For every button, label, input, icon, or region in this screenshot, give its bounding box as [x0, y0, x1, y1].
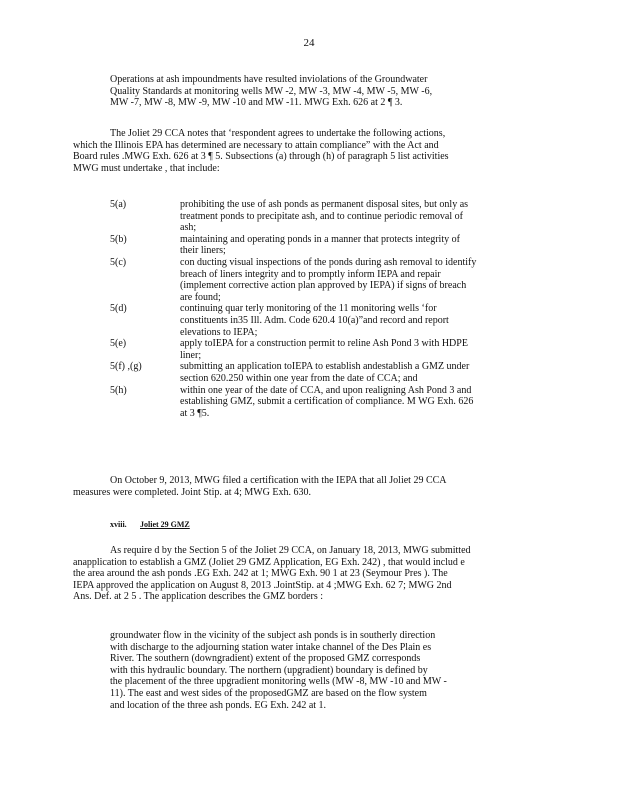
section-title: Joliet 29 GMZ	[140, 520, 190, 529]
list-item	[110, 234, 530, 257]
text-line: apply toIEPA for a construction permit to reline Ash Pond 3 with HDPE	[180, 338, 468, 350]
activities-list	[110, 199, 530, 419]
text-line: River. The southern (downgradient) extent of the proposed GMZ corresponds	[110, 653, 421, 665]
text-line: submitting an application toIEPA to establish andestablish a GMZ under	[180, 361, 470, 373]
text-line: within one year of the date of CCA, and upon realigning Ash Pond 3 and	[180, 384, 472, 396]
list-item-label: 5(a)	[110, 199, 127, 210]
text-line: the placement of the three upgradient monitoring wells (MW -8, MW -10 and MW -	[110, 676, 447, 688]
text-line: maintaining and operating ponds in a manner that protects integrity of	[180, 233, 460, 245]
list-item-label: 5(c)	[110, 256, 127, 268]
list-item-label: 5(d)	[110, 303, 127, 315]
text-line: with discharge to the adjourning station water intake channel of the Des Plain es	[110, 641, 432, 653]
text-line: MWG must undertake , that include:	[73, 162, 220, 174]
text-line: Ans. Def. at 2 5 . The application describes the GMZ borders :	[73, 591, 324, 603]
list-item-label: 5(b)	[110, 233, 127, 245]
text-line: with this hydraulic boundary. The northern (upgradient) boundary is defined by	[110, 664, 428, 676]
text-line: measures were completed. Joint Stip. at 4; MWG Exh. 630.	[73, 486, 312, 498]
section-heading	[110, 520, 190, 529]
list-item-label: 5(e)	[110, 338, 127, 350]
text-line: prohibiting the use of ash ponds as permanent disposal sites, but only as	[180, 199, 469, 210]
text-line: ash;	[180, 222, 197, 234]
list-item	[110, 361, 530, 384]
page-number: 24	[303, 37, 315, 49]
text-line: treatment ponds to precipitate ash, and to continue periodic removal of	[180, 210, 463, 222]
text-line: elevations to IEPA;	[180, 326, 258, 338]
text-line: the area around the ash ponds .EG Exh. 242 at 1; MWG Exh. 90 1 at 23 (Seymour Pres ). The	[73, 568, 448, 580]
paragraph-joliet-cca	[73, 128, 510, 174]
paragraph-operations	[110, 74, 510, 109]
text-line: 11). The east and west sides of the proposedGMZ are based on the flow system	[110, 687, 427, 699]
list-item-label: 5(f) ,(g)	[110, 361, 142, 373]
text-line: at 3 ¶5.	[180, 407, 210, 419]
paragraph-certification	[73, 475, 510, 498]
text-line: continuing quar terly monitoring of the 11 monitoring wells ‘for	[180, 303, 437, 315]
text-line: (implement corrective action plan approved by IEPA) if signs of breach	[180, 280, 467, 292]
text-line: groundwater flow in the vicinity of the subject ash ponds is in southerly direction	[110, 630, 436, 641]
text-line: The Joliet 29 CCA notes that ‘respondent agrees to undertake the following actions,	[110, 128, 446, 139]
text-line: section 620.250 within one year from the date of CCA; and	[180, 372, 418, 384]
text-line: establishing GMZ, submit a certification of compliance. M WG Exh. 626	[180, 396, 474, 408]
list-item	[110, 303, 530, 338]
text-line: anapplication to establish a GMZ (Joliet 29 GMZ Application, EG Exh. 242) , that would includ e	[73, 556, 465, 568]
text-line: MW -7, MW -8, MW -9, MW -10 and MW -11. MWG Exh. 626 at 2 ¶ 3.	[110, 97, 403, 109]
text-line: are found;	[180, 291, 221, 303]
text-line: con ducting visual inspections of the ponds during ash removal to identify	[180, 256, 477, 268]
text-line: their liners;	[180, 245, 226, 257]
list-item	[110, 385, 530, 420]
text-line: Quality Standards at monitoring wells MW -2, MW -3, MW -4, MW -5, MW -6,	[110, 85, 433, 97]
text-line: Board rules .MWG Exh. 626 at 3 ¶ 5. Subsections (a) through (h) of paragraph 5 list activities	[73, 151, 449, 163]
text-line: IEPA approved the application on August 8, 2013 .JointStip. at 4 ;MWG Exh. 62 7; MWG 2nd	[73, 579, 452, 591]
text-line: and location of the three ash ponds. EG Exh. 242 at 1.	[110, 699, 327, 711]
list-item-label: 5(h)	[110, 384, 127, 396]
text-line: liner;	[180, 349, 202, 361]
block-quote	[110, 630, 510, 711]
section-number: xviii.	[110, 520, 127, 529]
list-item	[110, 199, 530, 234]
paragraph-gmz-application	[73, 545, 510, 603]
text-line: As require d by the Section 5 of the Joliet 29 CCA, on January 18, 2013, MWG submitted	[110, 545, 471, 556]
text-line: breach of liners integrity and to promptly inform IEPA and repair	[180, 268, 441, 280]
text-line: Operations at ash impoundments have resulted inviolations of the Groundwater	[110, 74, 428, 85]
text-line: On October 9, 2013, MWG filed a certification with the IEPA that all Joliet 29 CCA	[110, 475, 447, 486]
list-item	[110, 338, 530, 361]
list-item	[110, 257, 530, 303]
text-line: constituents in35 Ill. Adm. Code 620.4 10(a)”and record and report	[180, 314, 449, 326]
text-line: which the Illinois EPA has determined are necessary to attain compliance” with the Act and	[73, 139, 439, 151]
